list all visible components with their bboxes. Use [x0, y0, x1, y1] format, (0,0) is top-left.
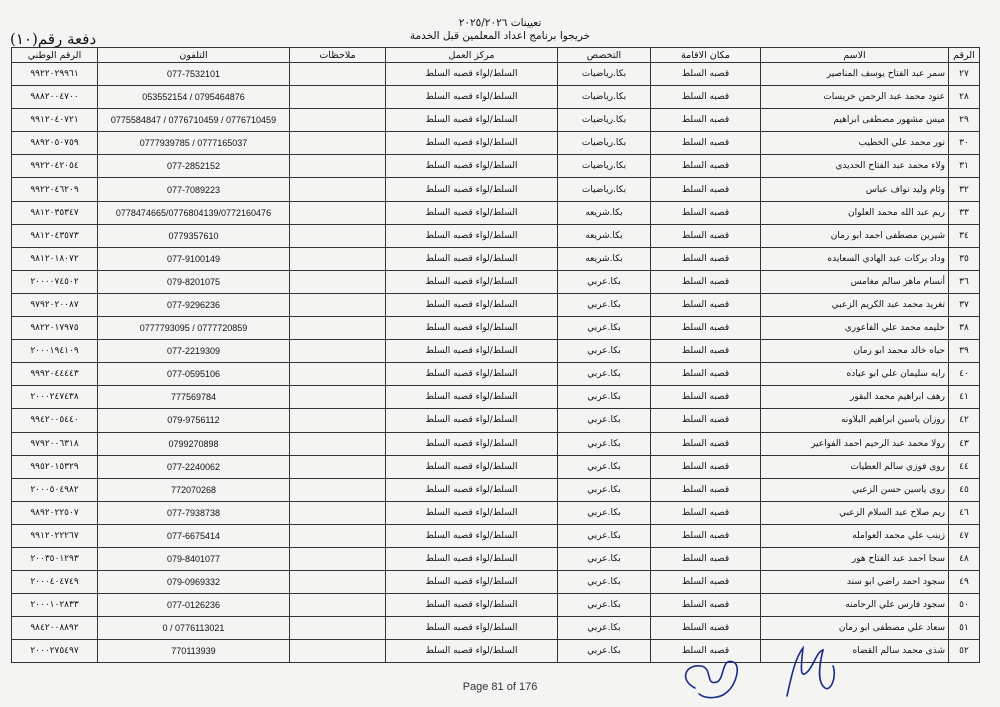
cell-residence: قصبه السلط	[651, 455, 761, 478]
cell-name: رايه سليمان علي ابو عياده	[761, 363, 949, 386]
table-row	[12, 247, 980, 270]
cell-notes	[290, 86, 386, 109]
cell-notes	[290, 63, 386, 86]
cell-phone: 077-7938738	[98, 501, 290, 524]
column-header-national-id: الرقم الوطني	[12, 48, 98, 63]
cell-name: وئام وليد نواف عباس	[761, 178, 949, 201]
cell-number: ٢٩	[949, 109, 980, 132]
cell-residence: قصبه السلط	[651, 247, 761, 270]
cell-notes	[290, 224, 386, 247]
cell-specialization: بكا.رياضيات	[558, 86, 651, 109]
cell-workplace: السلط/لواء قصبه السلط	[386, 270, 558, 293]
cell-national-id: ٩٨٩٢٠٢٢٥٠٧	[12, 501, 98, 524]
cell-workplace: السلط/لواء قصبه السلط	[386, 594, 558, 617]
cell-workplace: السلط/لواء قصبه السلط	[386, 409, 558, 432]
cell-notes	[290, 409, 386, 432]
cell-phone: 077-7532101	[98, 63, 290, 86]
cell-workplace: السلط/لواء قصبه السلط	[386, 201, 558, 224]
cell-phone: 079-9756112	[98, 409, 290, 432]
cell-residence: قصبه السلط	[651, 293, 761, 316]
cell-specialization: بكا.رياضيات	[558, 63, 651, 86]
table-row	[12, 317, 980, 340]
table-row	[12, 455, 980, 478]
column-header-residence: مكان الاقامة	[651, 48, 761, 63]
cell-name: روى فوزي سالم العطيات	[761, 455, 949, 478]
cell-specialization: بكا.عربي	[558, 455, 651, 478]
cell-number: ٣٥	[949, 247, 980, 270]
cell-phone: 0779357610	[98, 224, 290, 247]
cell-specialization: بكا.عربي	[558, 270, 651, 293]
cell-residence: قصبه السلط	[651, 340, 761, 363]
cell-workplace: السلط/لواء قصبه السلط	[386, 109, 558, 132]
cell-workplace: السلط/لواء قصبه السلط	[386, 617, 558, 640]
cell-national-id: ٩٨٤٢٠٠٨٨٩٢	[12, 617, 98, 640]
column-header-phone: التلفون	[98, 48, 290, 63]
cell-number: ٤٧	[949, 524, 980, 547]
cell-residence: قصبه السلط	[651, 155, 761, 178]
cell-specialization: بكا.شريعه	[558, 247, 651, 270]
cell-name: رهف ابراهيم محمد البقور	[761, 386, 949, 409]
cell-notes	[290, 524, 386, 547]
column-header-specialization: التخصص	[558, 48, 651, 63]
cell-notes	[290, 340, 386, 363]
cell-notes	[290, 501, 386, 524]
cell-residence: قصبه السلط	[651, 270, 761, 293]
cell-workplace: السلط/لواء قصبه السلط	[386, 63, 558, 86]
table-row	[12, 594, 980, 617]
table-row	[12, 132, 980, 155]
cell-name: روى ياسين حسن الزعبي	[761, 478, 949, 501]
cell-workplace: السلط/لواء قصبه السلط	[386, 340, 558, 363]
cell-residence: قصبه السلط	[651, 317, 761, 340]
cell-notes	[290, 478, 386, 501]
cell-notes	[290, 178, 386, 201]
batch-label: دفعة رقم(١٠)	[10, 30, 97, 48]
cell-national-id: ٢٠٠٠١٠٢٨٣٣	[12, 594, 98, 617]
header-line-2: خريجوا برنامج اعداد المعلمين قبل الخدمة	[409, 30, 591, 42]
cell-name: روزان ياسين ابراهيم البلاونه	[761, 409, 949, 432]
cell-workplace: السلط/لواء قصبه السلط	[386, 132, 558, 155]
cell-notes	[290, 293, 386, 316]
cell-phone: 053552154 / 0795464876	[98, 86, 290, 109]
cell-notes	[290, 594, 386, 617]
cell-phone: 079-0969332	[98, 571, 290, 594]
cell-notes	[290, 109, 386, 132]
cell-specialization: بكا.عربي	[558, 340, 651, 363]
cell-name: سعاد علي مصطفى ابو رمان	[761, 617, 949, 640]
cell-specialization: بكا.عربي	[558, 386, 651, 409]
table-row	[12, 571, 980, 594]
column-header-name: الاسم	[761, 48, 949, 63]
cell-workplace: السلط/لواء قصبه السلط	[386, 547, 558, 570]
cell-notes	[290, 640, 386, 663]
cell-national-id: ٩٧٩٢٠٢٠٠٨٧	[12, 293, 98, 316]
cell-notes	[290, 363, 386, 386]
cell-national-id: ٩٨١٢٠١٨٠٧٢	[12, 247, 98, 270]
cell-notes	[290, 432, 386, 455]
cell-specialization: بكا.عربي	[558, 501, 651, 524]
cell-national-id: ٩٨٢٢٠١٧٩٧٥	[12, 317, 98, 340]
cell-specialization: بكا.عربي	[558, 478, 651, 501]
table-row	[12, 293, 980, 316]
cell-name: نور محمد علي الخطيب	[761, 132, 949, 155]
cell-number: ٣٤	[949, 224, 980, 247]
cell-workplace: السلط/لواء قصبه السلط	[386, 501, 558, 524]
cell-phone: 077-0595106	[98, 363, 290, 386]
cell-residence: قصبه السلط	[651, 109, 761, 132]
table-row	[12, 63, 980, 86]
cell-number: ٣٠	[949, 132, 980, 155]
cell-national-id: ٢٠٠٠٥٠٤٩٨٢	[12, 478, 98, 501]
cell-residence: قصبه السلط	[651, 178, 761, 201]
cell-name: شذى محمد سالم القضاه	[761, 640, 949, 663]
cell-workplace: السلط/لواء قصبه السلط	[386, 86, 558, 109]
cell-phone: 077-9296236	[98, 293, 290, 316]
cell-residence: قصبه السلط	[651, 86, 761, 109]
cell-phone: 077-6675414	[98, 524, 290, 547]
cell-specialization: بكا.رياضيات	[558, 178, 651, 201]
cell-number: ٣٧	[949, 293, 980, 316]
cell-number: ٥٠	[949, 594, 980, 617]
cell-phone: 772070268	[98, 478, 290, 501]
column-header-notes: ملاحظات	[290, 48, 386, 63]
table-row	[12, 155, 980, 178]
column-header-number: الرقم	[949, 48, 980, 63]
cell-name: أنسام ماهر سالم مغامس	[761, 270, 949, 293]
cell-number: ٤٤	[949, 455, 980, 478]
cell-workplace: السلط/لواء قصبه السلط	[386, 363, 558, 386]
header-line-1: تعيينات ٢٠٢٥/٢٠٢٦	[458, 17, 542, 29]
cell-national-id: ٢٠٠٣٥٠١٢٩٣	[12, 547, 98, 570]
table-row	[12, 178, 980, 201]
cell-number: ٢٨	[949, 86, 980, 109]
cell-residence: قصبه السلط	[651, 63, 761, 86]
cell-number: ٢٧	[949, 63, 980, 86]
cell-name: تغريد محمد عبد الكريم الزعبي	[761, 293, 949, 316]
cell-number: ٤٣	[949, 432, 980, 455]
cell-workplace: السلط/لواء قصبه السلط	[386, 293, 558, 316]
cell-specialization: بكا.عربي	[558, 617, 651, 640]
table-header-row	[12, 48, 980, 63]
table-row	[12, 201, 980, 224]
cell-name: سجود احمد راضي ابو سند	[761, 571, 949, 594]
cell-specialization: بكا.شريعه	[558, 224, 651, 247]
cell-phone: 0 / 0776113021	[98, 617, 290, 640]
cell-phone: 077-2852152	[98, 155, 290, 178]
cell-workplace: السلط/لواء قصبه السلط	[386, 224, 558, 247]
document-header	[300, 17, 700, 43]
cell-number: ٣٩	[949, 340, 980, 363]
cell-number: ٣٦	[949, 270, 980, 293]
cell-workplace: السلط/لواء قصبه السلط	[386, 571, 558, 594]
cell-number: ٤٠	[949, 363, 980, 386]
cell-notes	[290, 155, 386, 178]
cell-national-id: ٢٠٠٠٢٧٥٤٩٧	[12, 640, 98, 663]
cell-name: ميس مشهور مصطفى ابراهيم	[761, 109, 949, 132]
cell-number: ٤٨	[949, 547, 980, 570]
cell-specialization: بكا.عربي	[558, 409, 651, 432]
cell-notes	[290, 270, 386, 293]
cell-residence: قصبه السلط	[651, 363, 761, 386]
cell-residence: قصبه السلط	[651, 132, 761, 155]
cell-notes	[290, 617, 386, 640]
cell-residence: قصبه السلط	[651, 594, 761, 617]
cell-residence: قصبه السلط	[651, 201, 761, 224]
cell-workplace: السلط/لواء قصبه السلط	[386, 247, 558, 270]
table-row	[12, 501, 980, 524]
cell-workplace: السلط/لواء قصبه السلط	[386, 178, 558, 201]
cell-name: شيرين مصطفى احمد ابو رمان	[761, 224, 949, 247]
table-body	[12, 63, 980, 663]
cell-national-id: ٩٨٩٢٠٥٠٧٥٩	[12, 132, 98, 155]
cell-notes	[290, 317, 386, 340]
cell-specialization: بكا.رياضيات	[558, 109, 651, 132]
cell-residence: قصبه السلط	[651, 640, 761, 663]
cell-specialization: بكا.عربي	[558, 317, 651, 340]
cell-number: ٥٢	[949, 640, 980, 663]
cell-phone: 077-2219309	[98, 340, 290, 363]
cell-number: ٣٢	[949, 178, 980, 201]
cell-workplace: السلط/لواء قصبه السلط	[386, 455, 558, 478]
cell-number: ٤٢	[949, 409, 980, 432]
cell-name: ريم صلاح عبد السلام الزعبي	[761, 501, 949, 524]
cell-number: ٤١	[949, 386, 980, 409]
cell-residence: قصبه السلط	[651, 571, 761, 594]
table-row	[12, 432, 980, 455]
cell-residence: قصبه السلط	[651, 524, 761, 547]
cell-phone: 770113939	[98, 640, 290, 663]
cell-residence: قصبه السلط	[651, 224, 761, 247]
cell-name: حياه خالد محمد ابو رمان	[761, 340, 949, 363]
cell-phone: 077-9100149	[98, 247, 290, 270]
cell-phone: 0775584847 / 0776710459 / 0776710459	[98, 109, 290, 132]
cell-phone: 077-7089223	[98, 178, 290, 201]
cell-specialization: بكا.عربي	[558, 594, 651, 617]
cell-specialization: بكا.عربي	[558, 363, 651, 386]
cell-residence: قصبه السلط	[651, 409, 761, 432]
cell-national-id: ٩٩٤٢٠٠٥٤٤٠	[12, 409, 98, 432]
cell-national-id: ٩٩٢٢٠٤٢٠٥٤	[12, 155, 98, 178]
cell-specialization: بكا.عربي	[558, 571, 651, 594]
cell-national-id: ٩٩٩٢٠٤٤٤٤٣	[12, 363, 98, 386]
cell-notes	[290, 455, 386, 478]
handwritten-signatures	[675, 636, 845, 706]
cell-workplace: السلط/لواء قصبه السلط	[386, 640, 558, 663]
table-row	[12, 409, 980, 432]
cell-phone: 077-2240062	[98, 455, 290, 478]
cell-national-id: ٩٩٥٢٠١٥٣٢٩	[12, 455, 98, 478]
cell-national-id: ٩٨١٢٠٣٥٣٤٧	[12, 201, 98, 224]
cell-name: وداد بركات عبد الهادي السعايده	[761, 247, 949, 270]
cell-national-id: ٢٠٠٠١٩٤١٠٩	[12, 340, 98, 363]
roster-table	[11, 47, 980, 663]
table-row	[12, 340, 980, 363]
cell-name: عنود محمد عبد الرحمن خريسات	[761, 86, 949, 109]
cell-notes	[290, 247, 386, 270]
cell-notes	[290, 201, 386, 224]
cell-name: سجود فارس علي الرحامنه	[761, 594, 949, 617]
table-row	[12, 524, 980, 547]
cell-workplace: السلط/لواء قصبه السلط	[386, 386, 558, 409]
column-header-workplace: مركز العمل	[386, 48, 558, 63]
cell-notes	[290, 571, 386, 594]
cell-number: ٣٣	[949, 201, 980, 224]
cell-number: ٣١	[949, 155, 980, 178]
cell-notes	[290, 547, 386, 570]
cell-phone: 0777793095 / 0777720859	[98, 317, 290, 340]
cell-national-id: ٩٩٢٢٠٤٦٢٠٩	[12, 178, 98, 201]
table-row	[12, 109, 980, 132]
cell-notes	[290, 386, 386, 409]
cell-phone: 079-8201075	[98, 270, 290, 293]
cell-number: ٤٥	[949, 478, 980, 501]
cell-specialization: بكا.عربي	[558, 293, 651, 316]
cell-phone: 0799270898	[98, 432, 290, 455]
cell-phone: 079-8401077	[98, 547, 290, 570]
cell-national-id: ٩٧٩٢٠٠٦٣١٨	[12, 432, 98, 455]
cell-name: سمر عبد الفتاح يوسف المناصير	[761, 63, 949, 86]
cell-residence: قصبه السلط	[651, 547, 761, 570]
cell-specialization: بكا.شريعه	[558, 201, 651, 224]
cell-phone: 777569784	[98, 386, 290, 409]
cell-phone: 077-0126236	[98, 594, 290, 617]
cell-residence: قصبه السلط	[651, 478, 761, 501]
page-number: Page 81 of 176	[462, 681, 538, 693]
cell-name: سجا احمد عبد الفتاح هور	[761, 547, 949, 570]
table-row	[12, 224, 980, 247]
cell-residence: قصبه السلط	[651, 617, 761, 640]
cell-number: ٥١	[949, 617, 980, 640]
cell-workplace: السلط/لواء قصبه السلط	[386, 155, 558, 178]
cell-phone: 0777939785 / 0777165037	[98, 132, 290, 155]
table-row	[12, 86, 980, 109]
cell-residence: قصبه السلط	[651, 501, 761, 524]
cell-national-id: ٢٠٠٠٢٤٧٤٣٨	[12, 386, 98, 409]
cell-national-id: ٩٩١٢٠٤٠٧٢١	[12, 109, 98, 132]
table-row	[12, 270, 980, 293]
cell-residence: قصبه السلط	[651, 386, 761, 409]
cell-name: ريم عبد الله محمد العلوان	[761, 201, 949, 224]
cell-national-id: ٩٩٢٢٠٢٩٩٦١	[12, 63, 98, 86]
cell-specialization: بكا.رياضيات	[558, 132, 651, 155]
cell-national-id: ٩٩١٢٠٢٢٢٦٧	[12, 524, 98, 547]
table-row	[12, 386, 980, 409]
cell-workplace: السلط/لواء قصبه السلط	[386, 524, 558, 547]
cell-notes	[290, 132, 386, 155]
cell-specialization: بكا.عربي	[558, 640, 651, 663]
cell-specialization: بكا.عربي	[558, 524, 651, 547]
cell-number: ٤٦	[949, 501, 980, 524]
cell-phone: 0778474665/0776804139/0772160476	[98, 201, 290, 224]
cell-name: رولا محمد عبد الرحيم احمد الفواعير	[761, 432, 949, 455]
cell-national-id: ٢٠٠٠٤٠٤٧٤٩	[12, 571, 98, 594]
table-row	[12, 478, 980, 501]
cell-name: زينب علي محمد العوامله	[761, 524, 949, 547]
cell-national-id: ٩٨٨٢٠٠٤٧٠٠	[12, 86, 98, 109]
cell-workplace: السلط/لواء قصبه السلط	[386, 317, 558, 340]
cell-name: حليمه محمد علي الفاعوري	[761, 317, 949, 340]
cell-workplace: السلط/لواء قصبه السلط	[386, 432, 558, 455]
cell-residence: قصبه السلط	[651, 432, 761, 455]
cell-workplace: السلط/لواء قصبه السلط	[386, 478, 558, 501]
cell-number: ٣٨	[949, 317, 980, 340]
table-row	[12, 363, 980, 386]
cell-specialization: بكا.عربي	[558, 432, 651, 455]
table-row	[12, 547, 980, 570]
cell-specialization: بكا.عربي	[558, 547, 651, 570]
cell-national-id: ٩٨١٢٠٤٣٥٧٣	[12, 224, 98, 247]
cell-national-id: ٢٠٠٠٠٧٤٥٠٢	[12, 270, 98, 293]
cell-specialization: بكا.رياضيات	[558, 155, 651, 178]
cell-name: ولاء محمد عبد الفتاح الحديدي	[761, 155, 949, 178]
cell-number: ٤٩	[949, 571, 980, 594]
